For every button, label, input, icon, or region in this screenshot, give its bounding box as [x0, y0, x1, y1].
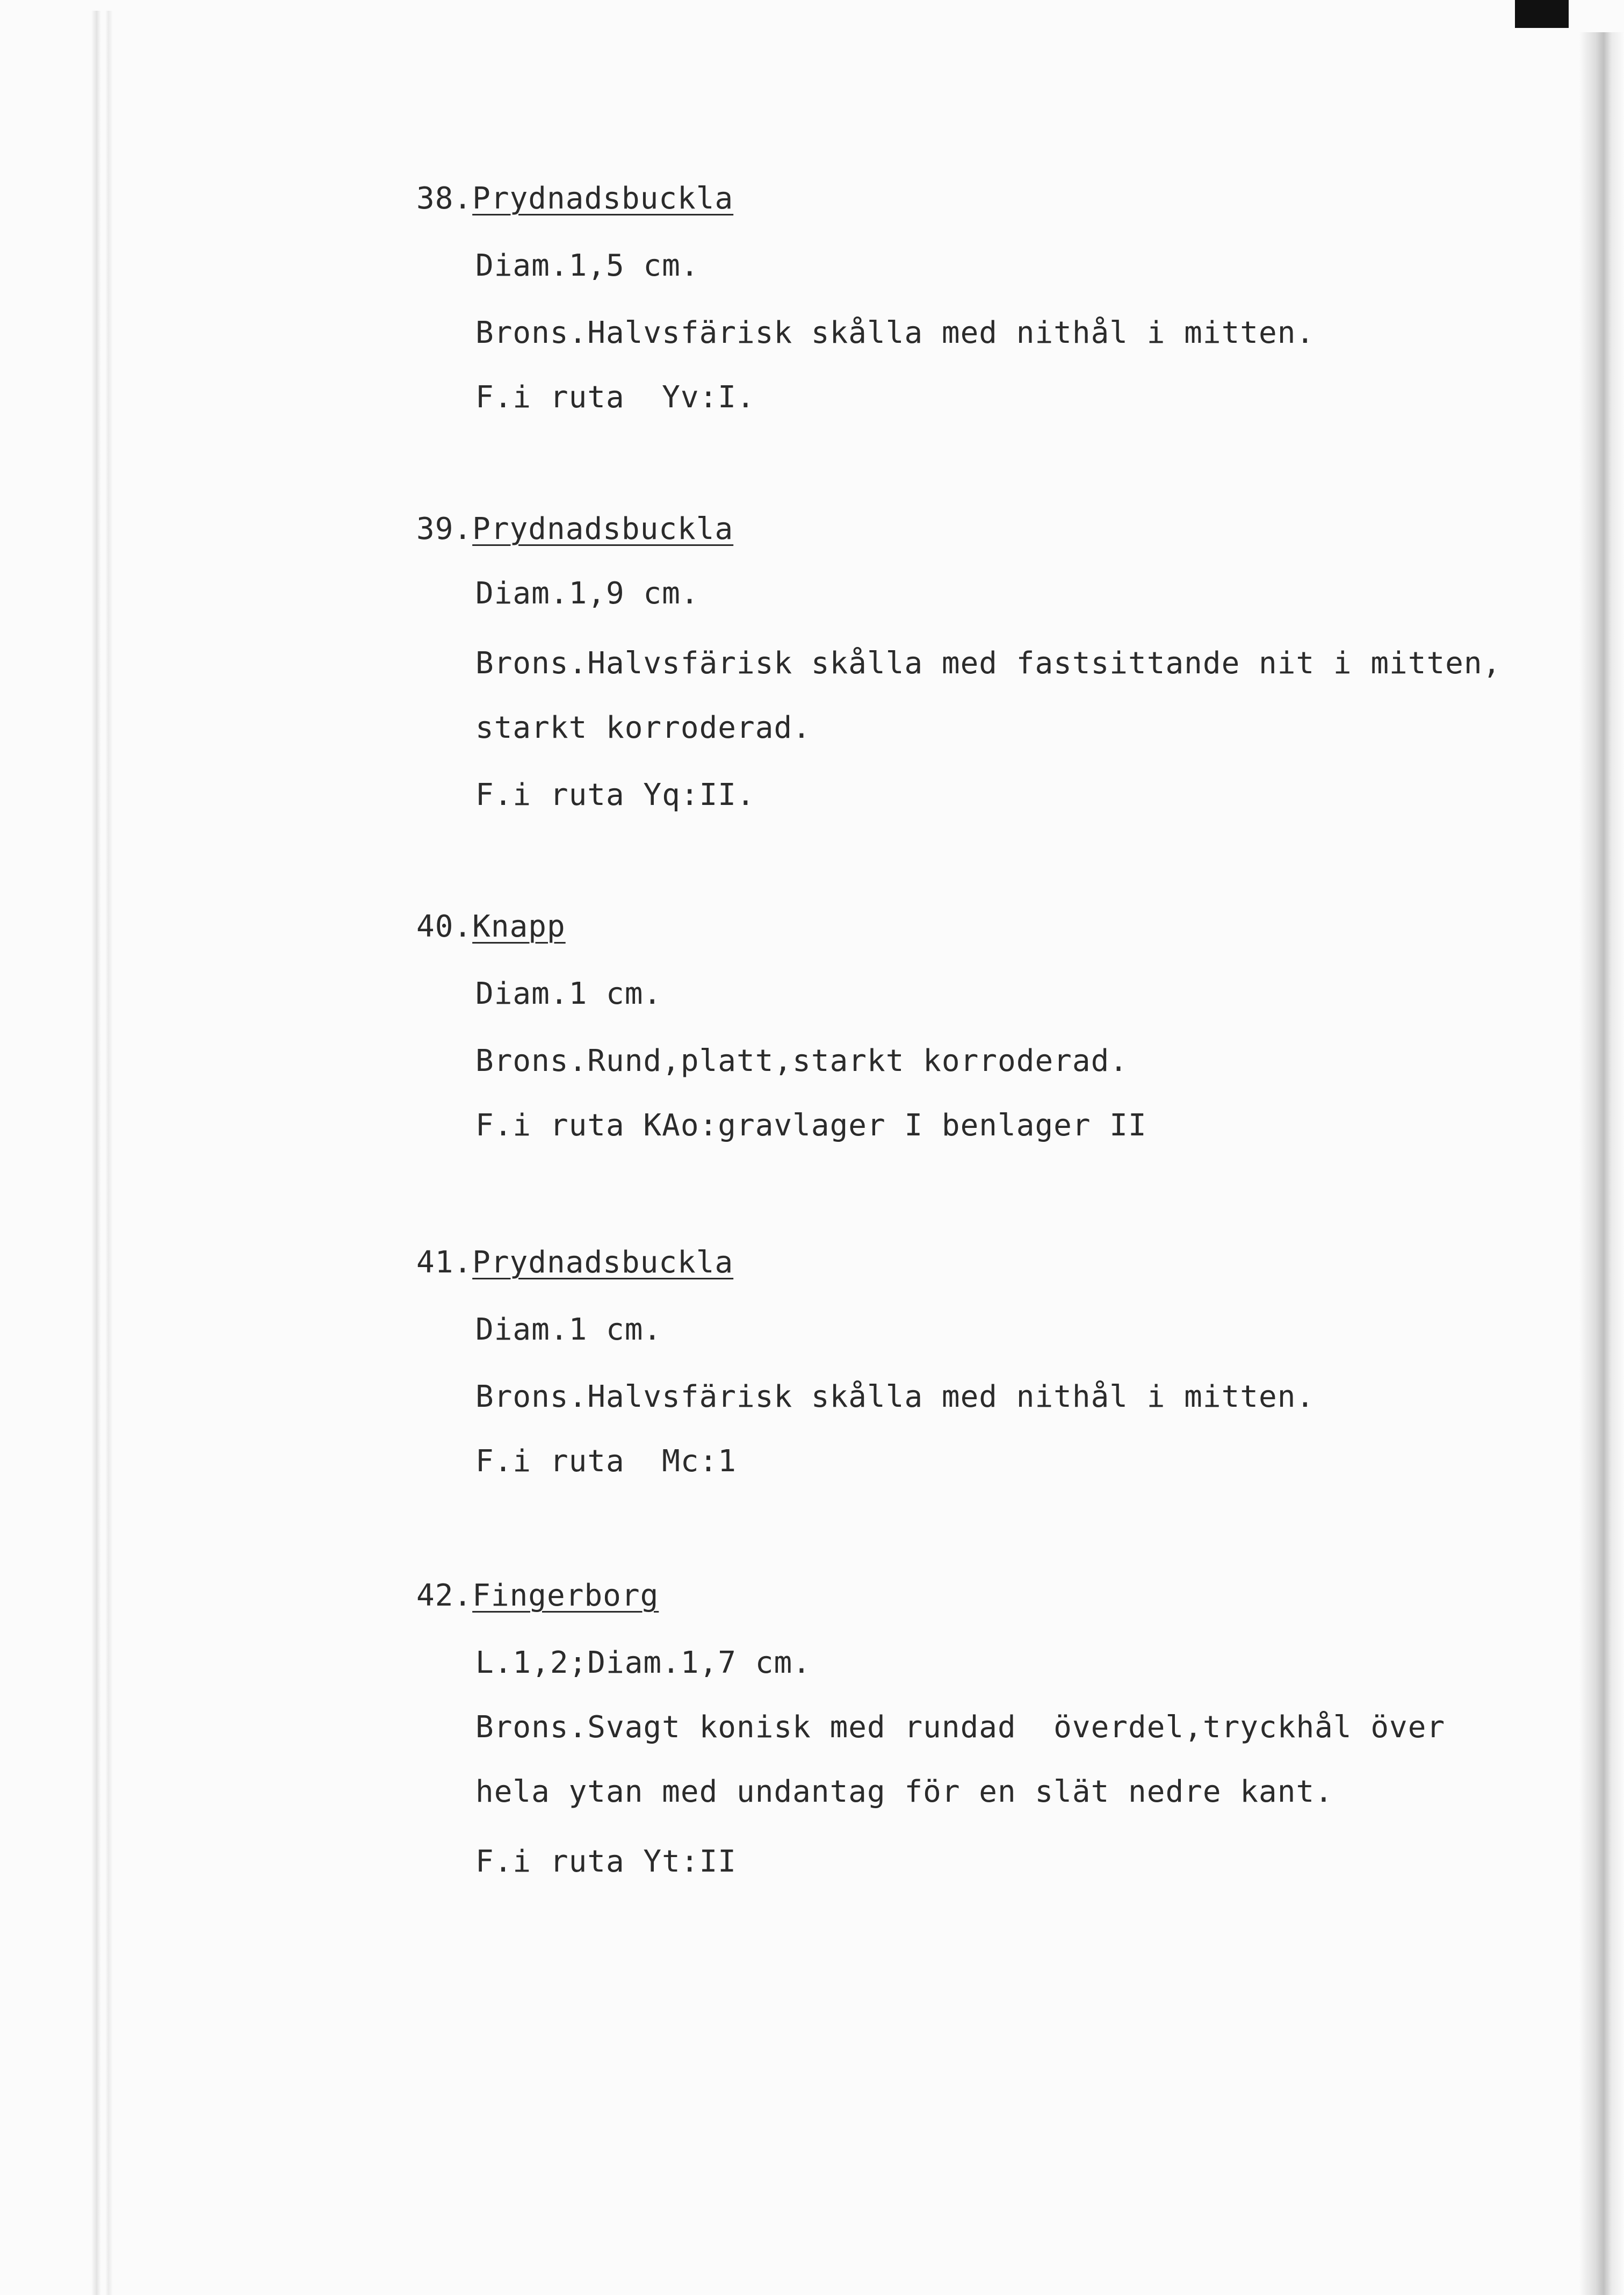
entry-line: F.i ruta Yv:I.	[475, 380, 755, 415]
entry-line: starkt korroderad.	[475, 710, 811, 745]
entry-heading	[416, 911, 566, 943]
entry-title: Fingerborg	[472, 1578, 659, 1613]
corner-tab	[1515, 0, 1569, 28]
entry-heading	[416, 183, 733, 215]
entry-heading	[416, 1247, 733, 1279]
entry-line: F.i ruta Yq:II.	[475, 778, 755, 812]
entry-line: Diam.1 cm.	[475, 976, 662, 1011]
entry-line: L.1,2;Diam.1,7 cm.	[475, 1645, 811, 1680]
entry-title: Prydnadsbuckla	[472, 512, 734, 546]
entry-line: Brons.Svagt konisk med rundad överdel,tryckhål över	[475, 1710, 1446, 1745]
entry-number: 38.	[416, 181, 473, 216]
entry-number: 41.	[416, 1245, 473, 1280]
binding-edge	[91, 11, 118, 2295]
entry-line: Brons.Halvsfärisk skålla med fastsittande nit i mitten,	[475, 646, 1502, 681]
entry-line: Diam.1 cm.	[475, 1312, 662, 1347]
entry-title: Prydnadsbuckla	[472, 181, 734, 216]
entry-line: hela ytan med undantag för en slät nedre kant.	[475, 1774, 1333, 1809]
entry-number: 42.	[416, 1578, 473, 1613]
entry-number: 40.	[416, 909, 473, 944]
entry-title: Knapp	[472, 909, 566, 944]
page-edge-shadow	[1579, 32, 1624, 2295]
entry-line: F.i ruta Mc:1	[475, 1444, 737, 1479]
entry-heading	[416, 513, 733, 545]
entry-line: F.i ruta Yt:II	[475, 1844, 737, 1879]
entry-line: Diam.1,9 cm.	[475, 576, 699, 611]
entry-heading	[416, 1580, 659, 1612]
entry-title: Prydnadsbuckla	[472, 1245, 734, 1280]
entry-line: Brons.Rund,platt,starkt korroderad.	[475, 1044, 1129, 1078]
entry-line: Diam.1,5 cm.	[475, 248, 699, 283]
entry-line: Brons.Halvsfärisk skålla med nithål i mitten.	[475, 315, 1315, 350]
entry-number: 39.	[416, 512, 473, 546]
entry-line: F.i ruta KAo:gravlager I benlager II	[475, 1108, 1147, 1143]
entry-line: Brons.Halvsfärisk skålla med nithål i mitten.	[475, 1379, 1315, 1414]
